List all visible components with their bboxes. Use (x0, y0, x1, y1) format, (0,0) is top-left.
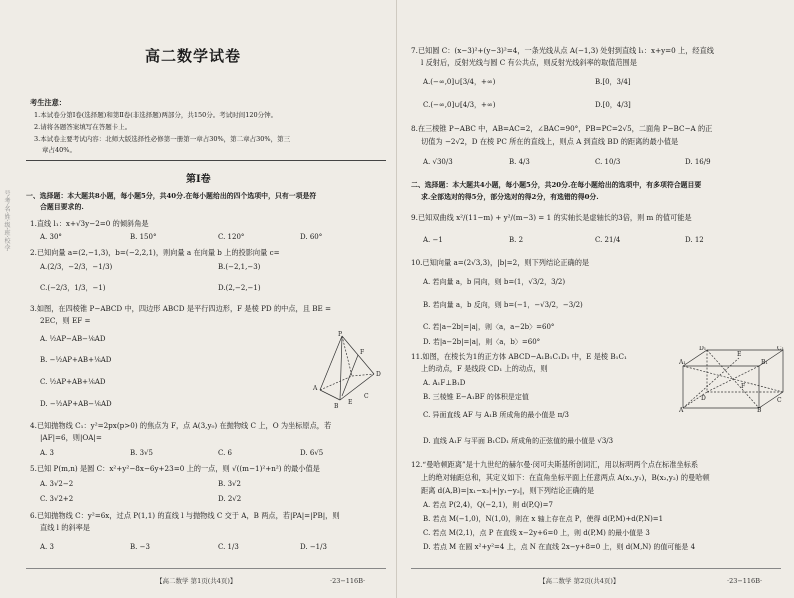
question-7-cont: l 反射后，反射光线与圆 C 有公共点，则反射光线斜率的取值范围是 (421, 58, 637, 67)
section-heading: 求.全部选对的得5分，部分选对的得2分，有选错的得0分. (421, 193, 599, 201)
binding-margin-labels: 号·考·名·姓·级·班·校·学 (3, 190, 10, 252)
q9-option-a: A. −1 (423, 236, 443, 244)
q1-option-d: D. 60° (300, 233, 323, 241)
footer-divider (411, 568, 781, 569)
question-12-cont: 距离 d(A,B)=|x₁−x₂|+|y₁−y₂|，则下列结论正确的是 (421, 486, 595, 495)
fig-label: C (364, 393, 369, 400)
q5-option-d: D. 2√2 (218, 495, 242, 503)
q3-option-b: B. −½AP+AB+⅙AD (40, 356, 112, 364)
q4-option-b: B. 3√5 (130, 449, 153, 457)
notice-line: 3.本试卷主要考试内容：北师大版选择性必修第一册第一章占30%，第二章占30%，第三 (34, 135, 291, 143)
page-code: ·23−116B· (330, 577, 366, 585)
q5-option-a: A. 3√2−2 (40, 480, 74, 488)
q2-option-d: D.(2,−2,−1) (218, 284, 261, 292)
margin-mark: 考 (3, 197, 10, 204)
q6-option-a: A. 3 (40, 543, 54, 551)
q9-option-c: C. 21/4 (595, 236, 621, 244)
q11-option-a: A. A₁F⊥B₁D (423, 379, 466, 387)
fig-label: D (701, 395, 706, 402)
question-3: 3.如图，在四棱锥 P−ABCD 中，四边形 ABCD 是平行四边形，F 是棱 PD 的中点，且 BE = (30, 304, 332, 313)
page-2 (397, 0, 794, 598)
question-4-cont: |AF|=6，则|OA|= (40, 433, 102, 442)
margin-mark: 姓 (3, 213, 10, 220)
fig-label: E (737, 351, 742, 358)
fig-label: F (741, 383, 746, 390)
question-6-cont: 直线 l 的斜率是 (40, 523, 90, 532)
question-11-cont: 上的动点，F 是线段 CD₁ 上的动点，则 (421, 364, 548, 373)
pyramid-figure (312, 330, 384, 410)
fig-label: B (757, 407, 762, 412)
fig-label: C (777, 397, 782, 404)
question-8: 8.在三棱锥 P−ABC 中，AB=AC=2，∠BAC=90°，PB=PC=2√5，二面角 P−BC−A 的正 (411, 124, 713, 133)
q10-option-b: B. 若向量 a，b 反向，则 b=(−1，−√3/2，−3/2) (423, 301, 583, 309)
margin-mark: 名 (3, 205, 10, 212)
margin-mark: 班 (3, 229, 10, 236)
q4-option-a: A. 3 (40, 449, 54, 457)
section-heading: 合题目要求的. (40, 203, 84, 211)
q8-option-a: A. √30/3 (423, 158, 453, 166)
fig-label: F (360, 349, 365, 356)
q7-option-b: B.[0，3/4] (595, 78, 631, 86)
question-7: 7.已知圆 C：(x−3)²+(y−3)²=4，一条光线从点 A(−1,3) 处射到直线 l₁：x+y=0 上，经直线 (411, 46, 714, 55)
margin-mark: 号 (3, 190, 10, 196)
question-2: 2.已知向量 a=(2,−1,3)，b=(−2,2,1)，则向量 a 在向量 b 上的投影向量 c= (30, 248, 280, 257)
notice-line: 1.本试卷分第Ⅰ卷(选择题)和第Ⅱ卷(非选择题)两部分，共150分。考试时间120分钟。 (34, 111, 278, 119)
q12-option-b: B. 若点 M(−1,0)，N(1,0)，则在 x 轴上存在点 P，使得 d(P,M)+d(P,N)=1 (423, 515, 664, 523)
question-1: 1.直线 l₁：x+√3y−2=0 的倾斜角是 (30, 219, 149, 228)
footer-divider (26, 568, 386, 569)
question-4: 4.已知抛物线 C₁：y²=2px(p>0) 的焦点为 F，点 A(3,y₀) 在抛物线 C 上，O 为坐标原点，若 (30, 421, 332, 430)
q11-option-b: B. 三棱锥 E−A₁BF 的体积是定值 (423, 393, 529, 401)
q3-option-c: C. ½AP+AB+⅙AD (40, 378, 106, 386)
q1-option-b: B. 150° (130, 233, 157, 241)
q10-option-c: C. 若|a−2b|=|a|，则〈a，a−2b〉=60° (423, 323, 555, 331)
notice-line: 2.请将各题答案填写在答题卡上。 (34, 123, 132, 131)
q12-option-a: A. 若点 P(2,4)，Q(−2,1)，则 d(P,Q)=7 (423, 501, 553, 509)
q1-option-a: A. 30° (40, 233, 62, 241)
q6-option-d: D. −1/3 (300, 543, 327, 551)
fig-label: A (313, 385, 318, 392)
fig-label: B₁ (761, 359, 768, 366)
fig-label: E (348, 399, 353, 406)
fig-label: D₁ (699, 346, 707, 352)
notice-divider (26, 160, 386, 161)
q9-option-b: B. 2 (509, 236, 524, 244)
q8-option-b: B. 4/3 (509, 158, 530, 166)
q12-option-d: D. 若点 M 在圆 x²+y²=4 上，点 N 在直线 2x−y+8=0 上，则 d(M,N) 的值可能是 4 (423, 543, 696, 551)
margin-mark: 校 (3, 237, 10, 244)
page-footer: 【高二数学 第1页(共4页)】 (156, 577, 237, 585)
q7-option-d: D.[0，4/3] (595, 101, 631, 109)
question-5: 5.已知 P(m,n) 是圆 C：x²+y²−8x−6y+23=0 上的一点，则 √((m−1)²+n²) 的最小值是 (30, 464, 320, 473)
q6-option-c: C. 1/3 (218, 543, 239, 551)
q2-option-a: A.(2/3，−2/3，−1/3) (40, 263, 113, 271)
question-11: 11.如图，在棱长为1的正方体 ABCD−A₁B₁C₁D₁ 中，E 是棱 B₁C₁ (411, 352, 627, 361)
q11-option-d: D. 直线 A₁F 与平面 B₁CD₁ 所成角的正弦值的最小值是 √3/3 (423, 437, 614, 445)
margin-mark: 学 (3, 245, 10, 252)
page-code: ·23−116B· (727, 577, 763, 585)
question-9: 9.已知双曲线 x²/(11−m) + y²/(m−3) = 1 的实轴长是虚轴长的3倍，则 m 的值可能是 (411, 213, 692, 222)
fig-label: A₁ (679, 359, 686, 366)
q4-option-c: C. 6 (218, 449, 233, 457)
page-footer: 【高二数学 第2页(共4页)】 (539, 577, 620, 585)
q3-option-d: D. −½AP+AB−⅙AD (40, 400, 112, 408)
q10-option-d: D. 若|a−2b|=|a|，则〈a，b〉=60° (423, 338, 541, 346)
cube-figure (679, 346, 787, 412)
fig-label: D (376, 371, 381, 378)
question-12-cont: 上的绝对轴距总和，其定义如下：在直角坐标平面上任意两点 A(x₁,y₁)，B(x₂,y₂) 的曼哈顿 (421, 473, 710, 482)
q7-option-c: C.(−∞,0]∪[4/3，+∞) (423, 101, 496, 109)
q6-option-b: B. −3 (130, 543, 150, 551)
notice-line: 章占40%。 (42, 146, 76, 154)
part-heading: 第Ⅰ卷 (186, 174, 211, 185)
question-6: 6.已知抛物线 C：y²=6x，过点 P(1,1) 的直线 l 与抛物线 C 交于 A，B 两点，若|PA|=|PB|，则 (30, 511, 340, 520)
q5-option-b: B. 3√2 (218, 480, 241, 488)
q12-option-c: C. 若点 M(2,1)，点 P 在直线 x−2y+6=0 上，则 d(P,M) 的最小值是 3 (423, 529, 650, 537)
q4-option-d: D. 6√5 (300, 449, 324, 457)
fig-label: B (334, 403, 339, 410)
notice-heading: 考生注意： (30, 98, 66, 107)
q3-option-a: A. ½AP−AB−⅙AD (40, 335, 106, 343)
fig-label: P (338, 331, 343, 338)
question-10: 10.已知向量 a=(2√3,3)，|b|=2，则下列结论正确的是 (411, 258, 590, 267)
question-12: 12.“曼哈顿距离”是十九世纪的赫尔曼·闵可夫斯基所创词汇，用以标明两个点在标准坐标系 (411, 460, 699, 469)
q2-option-c: C.(−2/3，1/3，−1) (40, 284, 106, 292)
q1-option-c: C. 120° (218, 233, 245, 241)
q8-option-c: C. 10/3 (595, 158, 621, 166)
question-8-cont: 切值为 −2√2，D 在棱 PC 所在的直线上，则点 A 到直线 BD 的距离的最小值是 (421, 137, 679, 146)
q8-option-d: D. 16/9 (685, 158, 711, 166)
section-heading: 二、选择题：本大题共4小题，每小题5分，共20分.在每小题给出的选项中，有多项符合题目要 (411, 181, 702, 189)
question-3-cont: 2EC，则 EF = (40, 316, 91, 325)
fig-label: A (679, 407, 684, 412)
q5-option-c: C. 3√2+2 (40, 495, 74, 503)
q11-option-c: C. 异面直线 AF 与 A₁B 所成角的最小值是 π/3 (423, 411, 570, 419)
q9-option-d: D. 12 (685, 236, 704, 244)
section-heading: 一、选择题：本大题共8小题，每小题5分，共40分.在每小题给出的四个选项中，只有一项是符 (26, 192, 317, 200)
q2-option-b: B.(−2,1,−3) (218, 263, 261, 271)
exam-title: 高二数学试卷 (145, 47, 242, 65)
fig-label: C₁ (777, 346, 784, 352)
q7-option-a: A.(−∞,0]∪[3/4，+∞) (423, 78, 496, 86)
q10-option-a: A. 若向量 a，b 同向，则 b=(1，√3/2，3/2) (423, 278, 566, 286)
margin-mark: 级 (3, 221, 10, 228)
